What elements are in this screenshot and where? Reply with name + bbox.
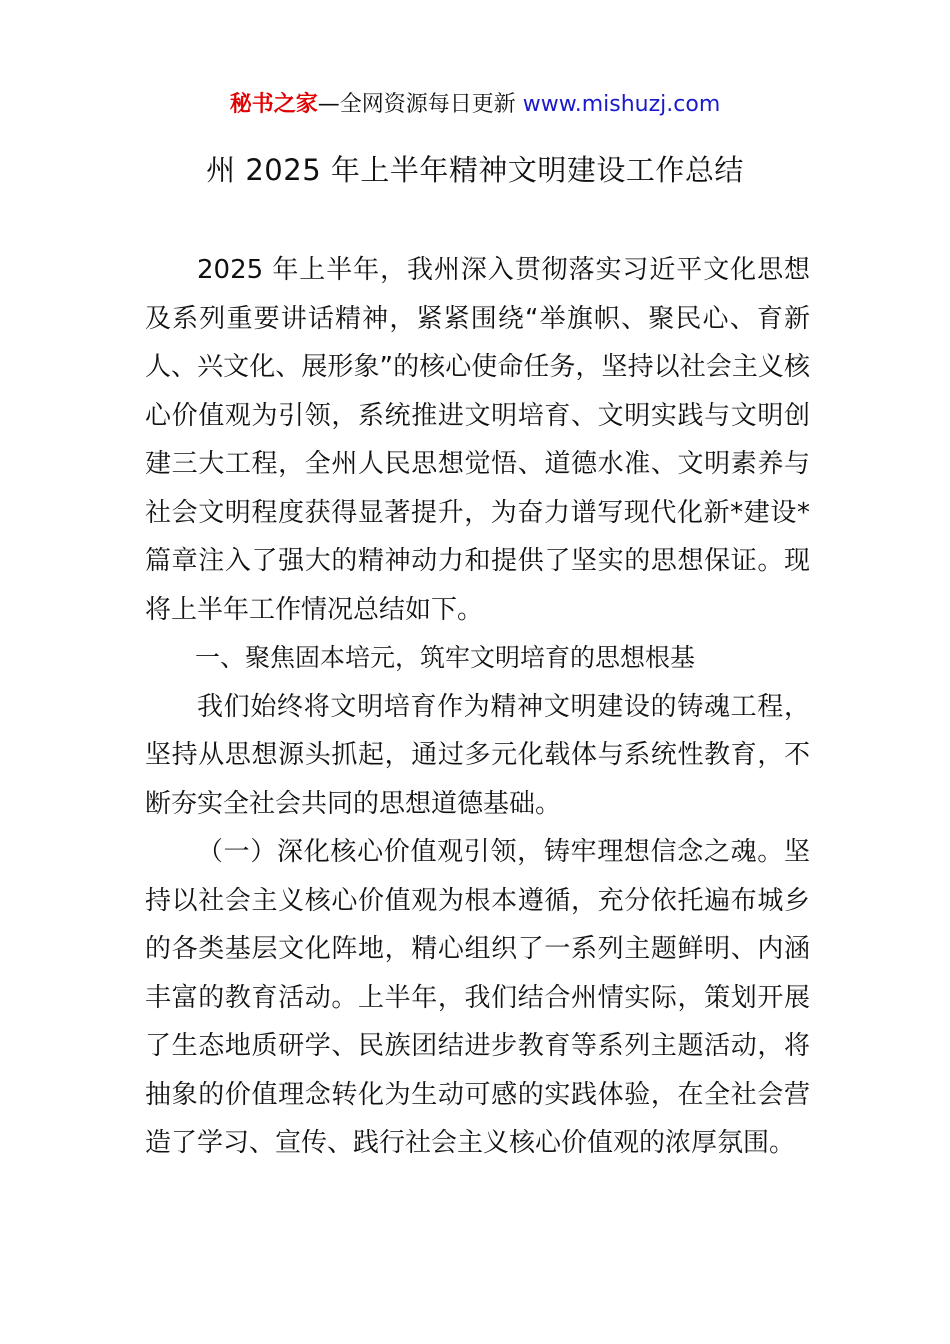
subsection-1-paragraph: （一）深化核心价值观引领，铸牢理想信念之魂。坚持以社会主义核心价值观为根本遵循，充分依托遍布城乡的各类基层文化阵地，精心组织了一系列主题鲜明、内涵丰富的教育活动。上半年，我们结合州情实际，策划开展了生态地质研学、民族团结进步教育等系列主题活动，将抽象的价值理念转化为生动可感的实践体验，在全社会营造了学习、宣传、践行社会主义核心价值观的浓厚氛围。 [145, 837, 810, 1158]
document-body [145, 246, 810, 1168]
site-slogan: —全网资源每日更新 [317, 92, 523, 117]
intro-paragraph: 2025 年上半年，我州深入贯彻落实习近平文化思想及系列重要讲话精神，紧紧围绕“举旗帜、聚民心、育新人、兴文化、展形象”的核心使命任务，坚持以社会主义核心价值观为引领，系统推进文明培育、文明实践与文明创建三大工程，全州人民思想觉悟、道德水准、文明素养与社会文明程度获得显著提升，为奋力谱写现代化新*建设*篇章注入了强大的精神动力和提供了坚实的思想保证。现将上半年工作情况总结如下。 [145, 255, 810, 625]
document-title: 州 2025 年上半年精神文明建设工作总结 [206, 153, 744, 187]
section-heading-1: 一、聚焦固本培元，筑牢文明培育的思想根基 [195, 643, 696, 672]
site-header [0, 88, 950, 122]
site-brand: 秘书之家 [229, 92, 318, 117]
section-1-paragraph: 我们始终将文明培育作为精神文明建设的铸魂工程，坚持从思想源头抓起，通过多元化载体与系统性教育，不断夯实全社会共同的思想道德基础。 [145, 691, 810, 819]
site-link[interactable]: www.mishuzj.com [522, 92, 721, 117]
